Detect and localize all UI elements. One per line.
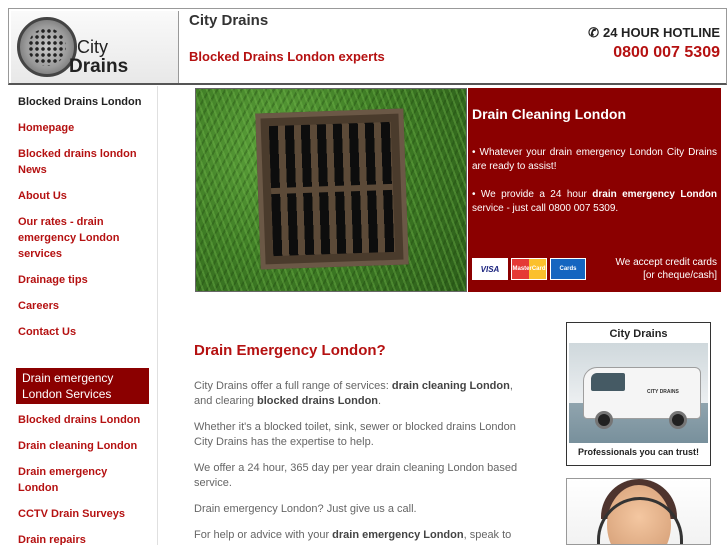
sidebar-item-drain-cleaning[interactable]: Drain cleaning London	[18, 440, 138, 452]
credit-note-line-1: We accept credit cards	[615, 257, 717, 268]
content-paragraph-1: City Drains offer a full range of services: drain cleaning London, and clearing blocked drains London.	[194, 380, 513, 407]
van-advert-caption: Professionals you can trust!	[577, 447, 700, 457]
site-tagline: Blocked Drains London experts	[189, 49, 385, 64]
logo-text-city: City	[77, 37, 108, 57]
call-operator-advert[interactable]	[566, 478, 711, 545]
drain-cover-logo-icon	[17, 17, 77, 77]
p1-bold-1: drain cleaning London	[391, 380, 510, 392]
credit-card-note	[615, 256, 717, 282]
van-logo-text: CITY DRAINS	[647, 389, 679, 395]
payment-cards	[472, 258, 586, 280]
sidebar-item-rates[interactable]: Our rates - drain emergency London services	[18, 216, 120, 260]
hotline	[588, 25, 720, 62]
sidebar-item-about[interactable]: About Us	[18, 190, 67, 202]
phone-icon: ✆	[588, 25, 599, 40]
sidebar-nav	[8, 86, 158, 545]
site-logo[interactable]	[11, 11, 179, 83]
sidebar-heading[interactable]: Blocked Drains London	[18, 96, 142, 108]
feature-bullet-2-bold: drain emergency London	[592, 189, 717, 200]
site-header	[8, 8, 727, 85]
content-paragraph-3: We offer a 24 hour, 365 day per year drain cleaning London based service.	[194, 462, 518, 489]
sidebar-item-cctv[interactable]: CCTV Drain Surveys	[18, 508, 125, 520]
drain-grate-icon	[255, 108, 408, 269]
sidebar-item-drainage-tips[interactable]: Drainage tips	[18, 274, 88, 286]
feature-bullet-2: • We provide a 24 hour drain emergency London service - just call 0800 007 5309.	[472, 189, 717, 214]
sidebar-item-drain-emergency[interactable]: Drain emergency London	[18, 466, 108, 494]
van-icon	[569, 343, 708, 443]
van-advert[interactable]	[566, 322, 711, 466]
services-heading: Drain emergency London Services	[16, 368, 149, 404]
sidebar-item-contact[interactable]: Contact Us	[18, 326, 77, 338]
main-content	[194, 342, 520, 545]
feature-bullet-1: • Whatever your drain emergency London City Drains are ready to assist!	[472, 147, 717, 172]
hotline-label: 24 HOUR HOTLINE	[602, 25, 720, 40]
sidebar-item-news[interactable]: Blocked drains london News	[18, 148, 137, 176]
credit-card-icon: Cards	[550, 258, 586, 280]
credit-note-line-2: [or cheque/cash]	[643, 270, 717, 281]
van-advert-title: City Drains	[609, 328, 668, 340]
content-paragraph-4: Drain emergency London? Just give us a call.	[194, 503, 417, 515]
feature-title: Drain Cleaning London	[472, 106, 626, 122]
sidebar-item-blocked-drains[interactable]: Blocked drains London	[18, 414, 141, 426]
mastercard-icon: MasterCard	[511, 258, 547, 280]
p5-bold: drain emergency London	[332, 529, 464, 541]
feature-panel	[468, 88, 721, 292]
content-paragraph-2: Whether it's a blocked toilet, sink, sewer or blocked drains London City Drains has the expertise to help.	[194, 421, 516, 448]
content-paragraph-5: For help or advice with your drain emergency London, speak to	[194, 529, 512, 541]
sidebar-item-careers[interactable]: Careers	[18, 300, 59, 312]
sidebar-item-homepage[interactable]: Homepage	[18, 122, 75, 134]
logo-text-drains: Drains	[69, 56, 129, 77]
hotline-number[interactable]: 0800 007 5309	[613, 44, 720, 61]
drain-grate-photo	[195, 88, 467, 292]
hotline-label-row	[588, 25, 720, 41]
p1-bold-2: blocked drains London	[257, 395, 379, 407]
site-title: City Drains	[189, 12, 269, 29]
page-heading: Drain Emergency London?	[194, 342, 386, 359]
visa-card-icon: VISA	[472, 258, 508, 280]
sidebar-item-drain-repairs[interactable]: Drain repairs	[18, 534, 86, 545]
